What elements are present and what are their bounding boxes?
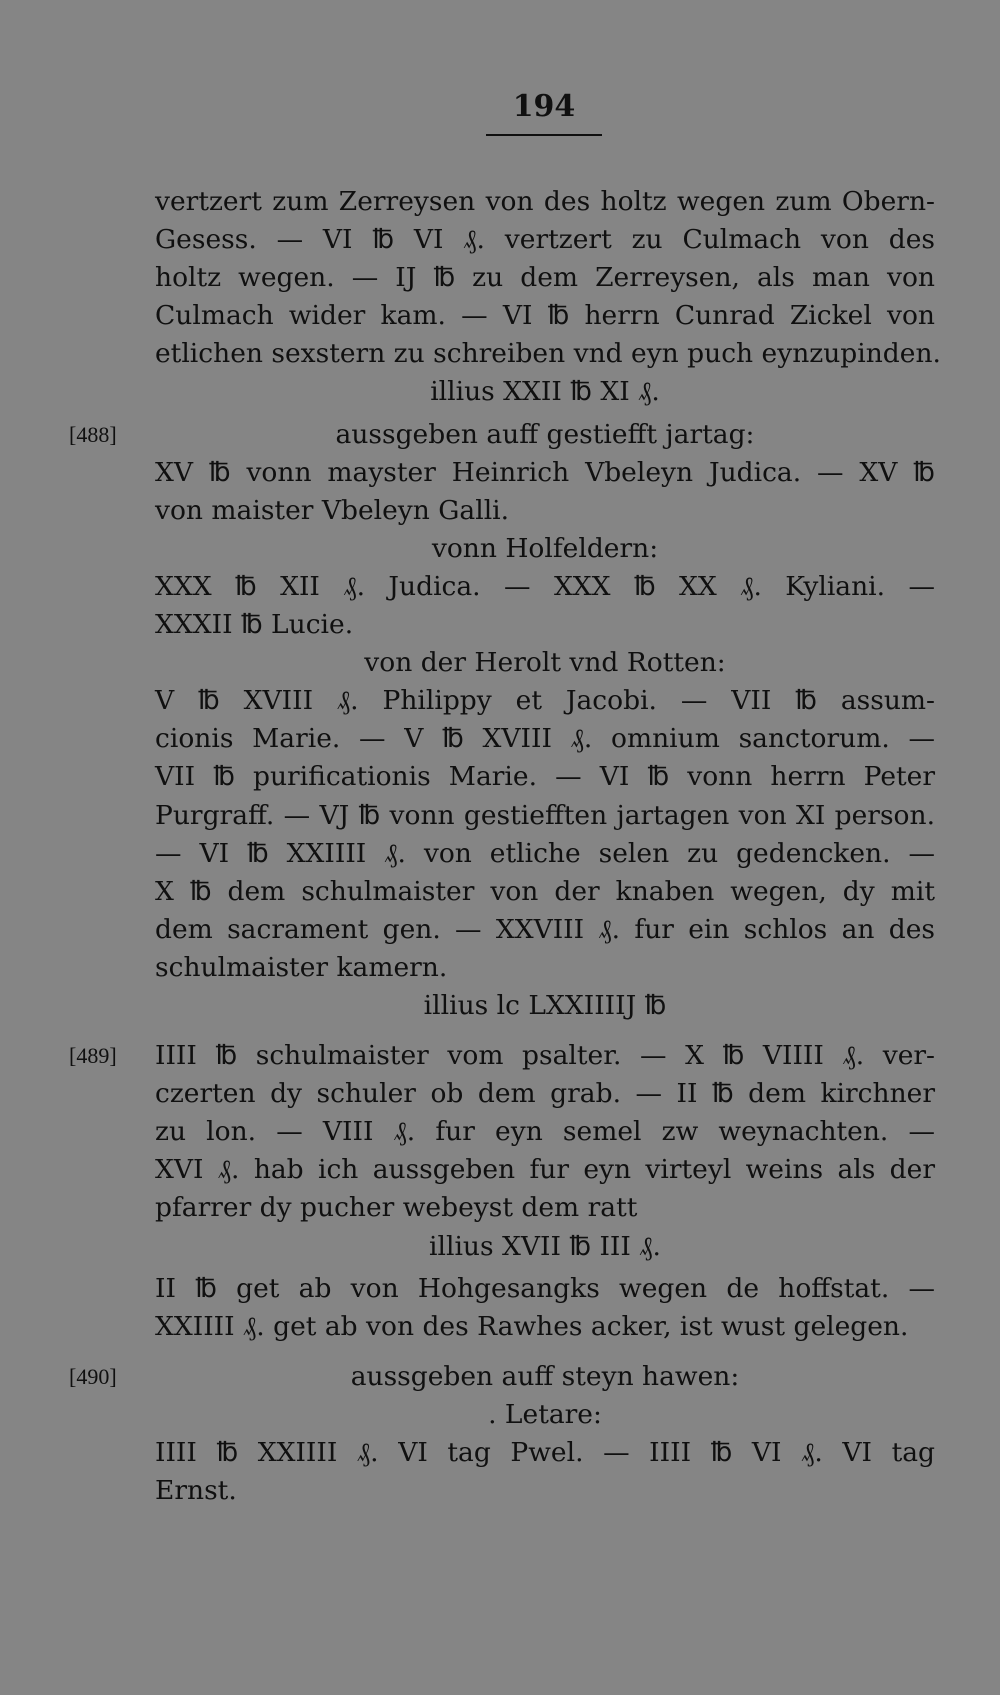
line-text: Gesess. — VI ℔ VI ₰. vertzert zu Culmach von des: [155, 224, 935, 256]
text-line: [69, 416, 935, 454]
page-number: 194: [512, 89, 576, 124]
line-text: zu lon. — VIII ₰. fur eyn semel zw weynachten. —: [155, 1116, 935, 1148]
text-line: [155, 720, 935, 758]
line-text: dem sacrament gen. — XXVIII ₰. fur ein schlos an des: [155, 913, 935, 945]
text-line: [155, 758, 935, 796]
line-gap: [155, 1346, 935, 1358]
line-text: vonn Holfeldern:: [431, 532, 659, 564]
line-text: IIII ℔ schulmaister vom psalter. — X ℔ VIIII ₰. ver-: [155, 1040, 935, 1072]
text-line: [155, 1075, 935, 1113]
text-line: [155, 873, 935, 911]
line-text: II ℔ get ab von Hohgesangks wegen de hoffstat. —: [155, 1272, 935, 1304]
line-text: VII ℔ purificationis Marie. — VI ℔ vonn herrn Peter: [155, 761, 935, 793]
text-line: [155, 835, 935, 873]
line-text: . Letare:: [488, 1398, 602, 1430]
text-line: [155, 606, 935, 644]
line-text: XXIIII ₰. get ab von des Rawhes acker, ist wust gelegen.: [155, 1310, 909, 1342]
line-text: X ℔ dem schulmaister von der knaben wegen, dy mit: [155, 875, 935, 907]
line-text: — VI ℔ XXIIII ₰. von etliche selen zu gedencken. —: [155, 837, 935, 869]
text-line: [155, 1228, 935, 1266]
text-line: [155, 297, 935, 335]
page-number-rule: [486, 134, 602, 136]
text-line: [69, 1358, 935, 1396]
line-text: XXXII ℔ Lucie.: [155, 609, 354, 641]
text-line: [155, 1396, 935, 1434]
line-text: illius XXII ℔ XI ₰.: [430, 376, 660, 408]
margin-number: [490]: [69, 1363, 117, 1389]
text-line: [155, 568, 935, 606]
text-line: [155, 1472, 935, 1510]
text-line: [155, 1434, 935, 1472]
text-line: [155, 454, 935, 492]
line-text: von maister Vbeleyn Galli.: [155, 494, 510, 526]
text-line: [155, 335, 941, 373]
line-text: Purgraff. — VJ ℔ vonn gestiefften jartagen von XI person.: [155, 799, 935, 831]
line-text: aussgeben auff steyn hawen:: [350, 1360, 740, 1392]
text-line: [155, 183, 935, 221]
text-line: [155, 373, 935, 411]
line-text: holtz wegen. — IJ ℔ zu dem Zerreysen, als man von: [155, 262, 935, 294]
text-line: [155, 221, 935, 259]
text-line: [155, 949, 935, 987]
text-line: [155, 1189, 935, 1227]
line-text: Culmach wider kam. — VI ℔ herrn Cunrad Zickel von: [155, 300, 935, 332]
line-text: cionis Marie. — V ℔ XVIII ₰. omnium sanctorum. —: [155, 723, 935, 755]
line-text: illius lc LXXIIIIJ ℔: [423, 989, 667, 1021]
line-text: etlichen sexstern zu schreiben vnd eyn puch eynzupinden.: [155, 338, 941, 370]
line-text: XXX ℔ XII ₰. Judica. — XXX ℔ XX ₰. Kyliani. —: [155, 570, 935, 602]
line-text: Ernst.: [155, 1475, 237, 1507]
text-line: [155, 259, 935, 297]
line-text: vertzert zum Zerreysen von des holtz wegen zum Obern-: [155, 186, 935, 217]
text-line: [155, 644, 935, 682]
text-line: [155, 682, 935, 720]
margin-number: [488]: [69, 421, 117, 447]
line-text: XVI ₰. hab ich aussgeben fur eyn virteyl weins als der: [155, 1154, 935, 1186]
margin-number: [489]: [69, 1043, 117, 1069]
line-text: aussgeben auff gestiefft jartag:: [335, 418, 755, 450]
line-text: von der Herolt vnd Rotten:: [364, 647, 726, 679]
page-body: [69, 183, 941, 1510]
text-line: [155, 1151, 935, 1189]
line-gap: [155, 1025, 935, 1037]
text-line: [155, 530, 935, 568]
line-text: IIII ℔ XXIIII ₰. VI tag Pwel. — IIII ℔ VI ₰. VI tag: [155, 1437, 935, 1468]
line-text: pfarrer dy pucher webeyst dem ratt: [155, 1192, 638, 1224]
text-line: [155, 797, 935, 835]
line-text: V ℔ XVIII ₰. Philippy et Jacobi. — VII ℔ assum-: [155, 685, 935, 717]
line-text: schulmaister kamern.: [155, 951, 448, 983]
line-text: czerten dy schuler ob dem grab. — II ℔ dem kirchner: [155, 1078, 935, 1110]
line-text: illius XVII ℔ III ₰.: [429, 1230, 661, 1262]
line-text: XV ℔ vonn mayster Heinrich Vbeleyn Judica. — XV ℔: [155, 456, 935, 488]
text-line: [155, 492, 935, 530]
text-line: [155, 911, 935, 949]
text-line: [155, 1308, 935, 1346]
text-line: [155, 987, 935, 1025]
text-line: [155, 1270, 935, 1308]
text-line: [69, 1037, 935, 1075]
text-line: [155, 1113, 935, 1151]
